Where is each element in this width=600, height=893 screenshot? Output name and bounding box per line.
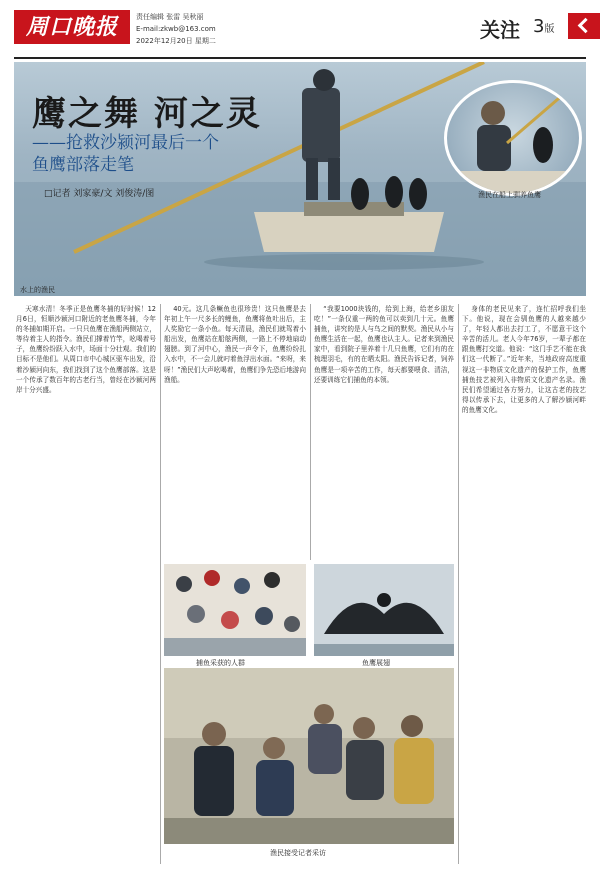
- date-line: 2022年12月20日 星期二: [136, 37, 216, 45]
- article-column-1: [16, 304, 156, 881]
- column-divider: [160, 304, 161, 864]
- email-line: E-mail:zkwb@163.com: [136, 25, 216, 33]
- column-divider: [458, 304, 459, 864]
- photo-left-caption: 捕鱼采获的人群: [196, 659, 245, 667]
- newspaper-logo: 周口晚报: [14, 10, 130, 44]
- interview-illustration: [164, 668, 454, 844]
- masthead: [0, 0, 600, 62]
- photo-interview: [164, 668, 454, 844]
- page-suffix: 版: [544, 24, 555, 35]
- photo-bottom-caption: 渔民接受记者采访: [270, 849, 326, 857]
- inset-caption: 渔民在船上驯养鱼鹰: [478, 191, 541, 199]
- inset-fisherman-illustration: [447, 83, 579, 193]
- column-divider: [310, 304, 311, 560]
- cormorant-wings-illustration: [314, 564, 454, 656]
- hero-caption: 水上的渔民: [20, 286, 55, 294]
- section-tag: 关注: [480, 18, 520, 42]
- editor-line: 责任编辑 张雷 吴秋丽: [136, 13, 204, 21]
- photo-right-caption: 鱼鹰展翅: [362, 659, 390, 667]
- subhead-line-1: ——抢救沙颍河最后一个: [32, 133, 219, 153]
- column-text: 40元。这几条鳜鱼也很珍贵！这只鱼鹰是去年初上午一尺多长的鲤鱼，鱼鹰将鱼吐出后，主人奖励它一条小鱼。每天清晨，渔民们就驾着小船出发，鱼鹰站在船舷两侧，一路上不停地扇动翅膀。到了河中心，渔民一声令下，鱼鹰纷纷扎入水中，不一会儿就叼着鱼浮出水面。“来呀，来呀！”渔民们大声吆喝着，鱼鹰们争先恐后地游向渔船。: [164, 305, 306, 384]
- photo-cormorant: [314, 564, 454, 656]
- inset-photo: [444, 80, 582, 196]
- column-text: 天寒水清！冬季正是鱼鹰冬捕的好时候！12月6日，恒顺沙颍河口附近的老鱼鹰冬捕，今年的冬捕如期开启。一只只鱼鹰在渔船两侧站立，等待着主人的指令。渔民们撑着竹竿，吆喝着号子，鱼鹰纷纷跃入水中，场面十分壮观。我们的目标不是他们。从周口市中心城区驱车出发，沿着沙颍河向东，我们找到了这个鱼鹰部落。这是一个传承了数百年的古老行当，曾经在沙颍河两岸十分兴盛。: [16, 305, 156, 394]
- article-column-3: [314, 304, 454, 560]
- subhead: [32, 132, 219, 176]
- masthead-rule: [14, 57, 586, 59]
- headline: 鹰之舞 河之灵: [32, 94, 262, 134]
- column-text: 身体的老民见来了，连忙招呼我们坐下。他说，现在会驯鱼鹰的人越来越少了，年轻人都出去打工了，不愿意干这个辛苦的活儿。老人今年76岁，一辈子都在跟鱼鹰打交道。他说：“这门手艺不能在我们这一代断了。”近年来，当地政府高度重视这一非物质文化遗产的保护工作，鱼鹰捕鱼技艺被列入非物质文化遗产名录。渔民们希望通过各方努力，让这古老的技艺得以传承下去，让更多的人了解沙颍河畔的鱼鹰文化。: [462, 305, 586, 414]
- byline: □记者 刘家豪/文 刘俊涛/图: [44, 189, 155, 199]
- chevron-left-icon: [568, 13, 600, 39]
- photo-fish-crowd: [164, 564, 306, 656]
- page-number-value: 3: [533, 16, 545, 37]
- page-number: [533, 16, 554, 37]
- article-column-4: [462, 304, 586, 881]
- subhead-line-2: 鱼鹰部落走笔: [32, 155, 134, 175]
- column-text: “我要1000块钱的，给到上海，给老乡朋友吃！”一条仅重一两的鱼可以卖到几十元。鱼鹰捕鱼，讲究的是人与鸟之间的默契。渔民从小与鱼鹰生活在一起，鱼鹰也认主人。记者来到渔民家中，看到院子里养着十几只鱼鹰，它们有的在梳理羽毛，有的在晒太阳。渔民告诉记者，饲养鱼鹰是一项辛苦的工作，每天都要喂食、清洁，还要训练它们捕鱼的本领。: [314, 305, 454, 384]
- article-column-2: [164, 304, 306, 560]
- crowd-illustration: [164, 564, 306, 656]
